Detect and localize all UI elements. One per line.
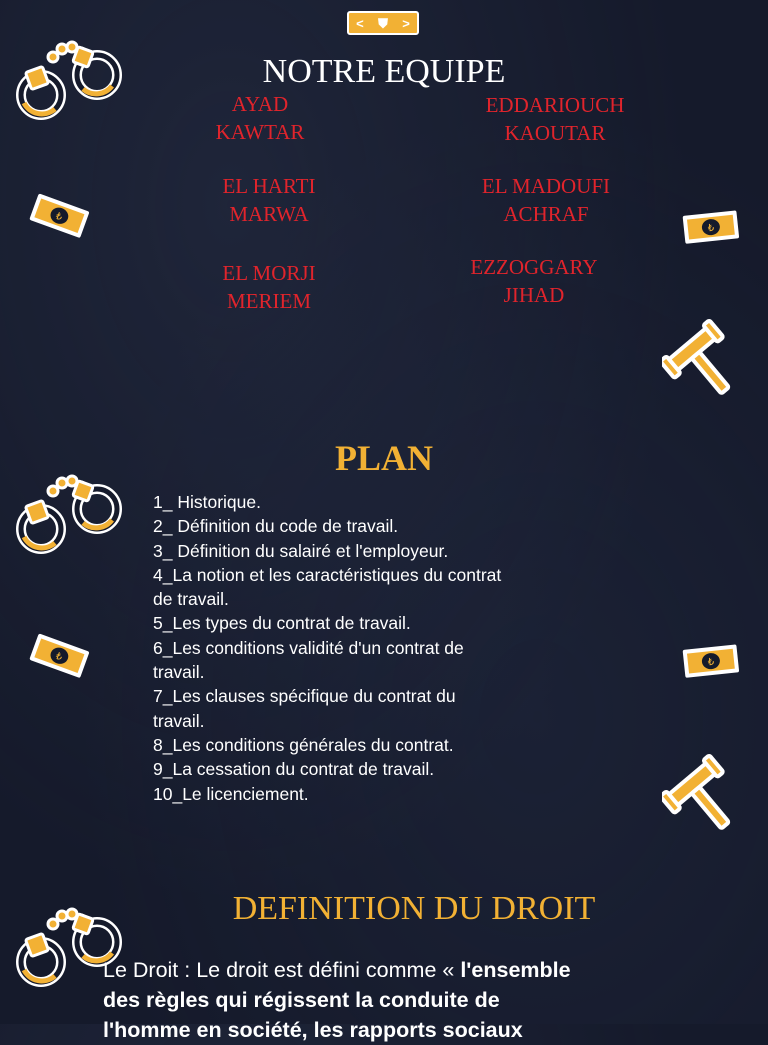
member-firstname: KAWTAR bbox=[215, 120, 305, 144]
plan-item: de travail. bbox=[153, 589, 229, 610]
droit-title: DEFINITION DU DROIT bbox=[232, 890, 596, 927]
droit-bold-1: l'ensemble bbox=[460, 958, 571, 982]
gavel-icon bbox=[662, 315, 752, 405]
plan-list bbox=[153, 490, 573, 806]
gavel-icon bbox=[662, 750, 752, 840]
member-firstname: JIHAD bbox=[503, 283, 565, 307]
plan-item: 2_ Définition du code de travail. bbox=[153, 516, 399, 537]
member-surname: EL HARTI bbox=[222, 174, 316, 198]
team-title: NOTRE EQUIPE bbox=[262, 53, 506, 90]
droit-bold-2: des règles qui régissent la conduite de bbox=[103, 988, 500, 1012]
team-member bbox=[436, 172, 656, 228]
droit-bold-3: l'homme en société, les rapports sociaux bbox=[103, 1018, 523, 1042]
droit-paragraph bbox=[103, 955, 683, 1045]
member-surname: EL MORJI bbox=[222, 261, 316, 285]
member-firstname: MERIEM bbox=[227, 289, 311, 313]
member-surname: AYAD bbox=[231, 92, 289, 116]
member-surname: EL MADOUFI bbox=[481, 174, 611, 198]
handcuffs-icon bbox=[15, 467, 125, 562]
team-member bbox=[445, 91, 665, 147]
plan-item: 10_Le licenciement. bbox=[153, 783, 309, 804]
money-bill-icon bbox=[680, 208, 743, 248]
plan-item: 4_La notion et les caractéristiques du contrat bbox=[153, 564, 502, 585]
slide-nav bbox=[347, 11, 419, 35]
team-member bbox=[424, 253, 644, 309]
plan-item: 7_Les clauses spécifique du contrat du bbox=[153, 686, 456, 707]
plan-item: 9_La cessation du contrat de travail. bbox=[153, 759, 435, 780]
next-button[interactable]: > bbox=[402, 15, 410, 31]
team-member bbox=[159, 172, 379, 228]
plan-item: 5_Les types du contrat de travail. bbox=[153, 613, 411, 634]
plan-item: travail. bbox=[153, 710, 205, 731]
plan-item: 8_Les conditions générales du contrat. bbox=[153, 734, 454, 755]
plan-title: PLAN bbox=[335, 438, 433, 478]
team-member bbox=[159, 259, 379, 315]
plan-item: 6_Les conditions validité d'un contrat de bbox=[153, 637, 464, 658]
member-surname: EDDARIOUCH bbox=[485, 93, 625, 117]
member-firstname: ACHRAF bbox=[503, 202, 589, 226]
member-firstname: MARWA bbox=[229, 202, 309, 226]
plan-item: travail. bbox=[153, 662, 205, 683]
prev-button[interactable]: < bbox=[356, 15, 364, 31]
home-button[interactable]: ⛊ bbox=[378, 15, 388, 31]
plan-item: 1_ Historique. bbox=[153, 492, 261, 512]
plan-item: 3_ Définition du salairé et l'employeur. bbox=[153, 540, 449, 561]
money-bill-icon bbox=[26, 191, 94, 243]
member-surname: EZZOGGARY bbox=[470, 255, 598, 279]
droit-intro: Le Droit : Le droit est défini comme « bbox=[103, 958, 461, 982]
money-bill-icon bbox=[26, 631, 94, 683]
member-firstname: KAOUTAR bbox=[504, 121, 606, 145]
money-bill-icon bbox=[680, 642, 743, 682]
team-member bbox=[150, 90, 370, 146]
